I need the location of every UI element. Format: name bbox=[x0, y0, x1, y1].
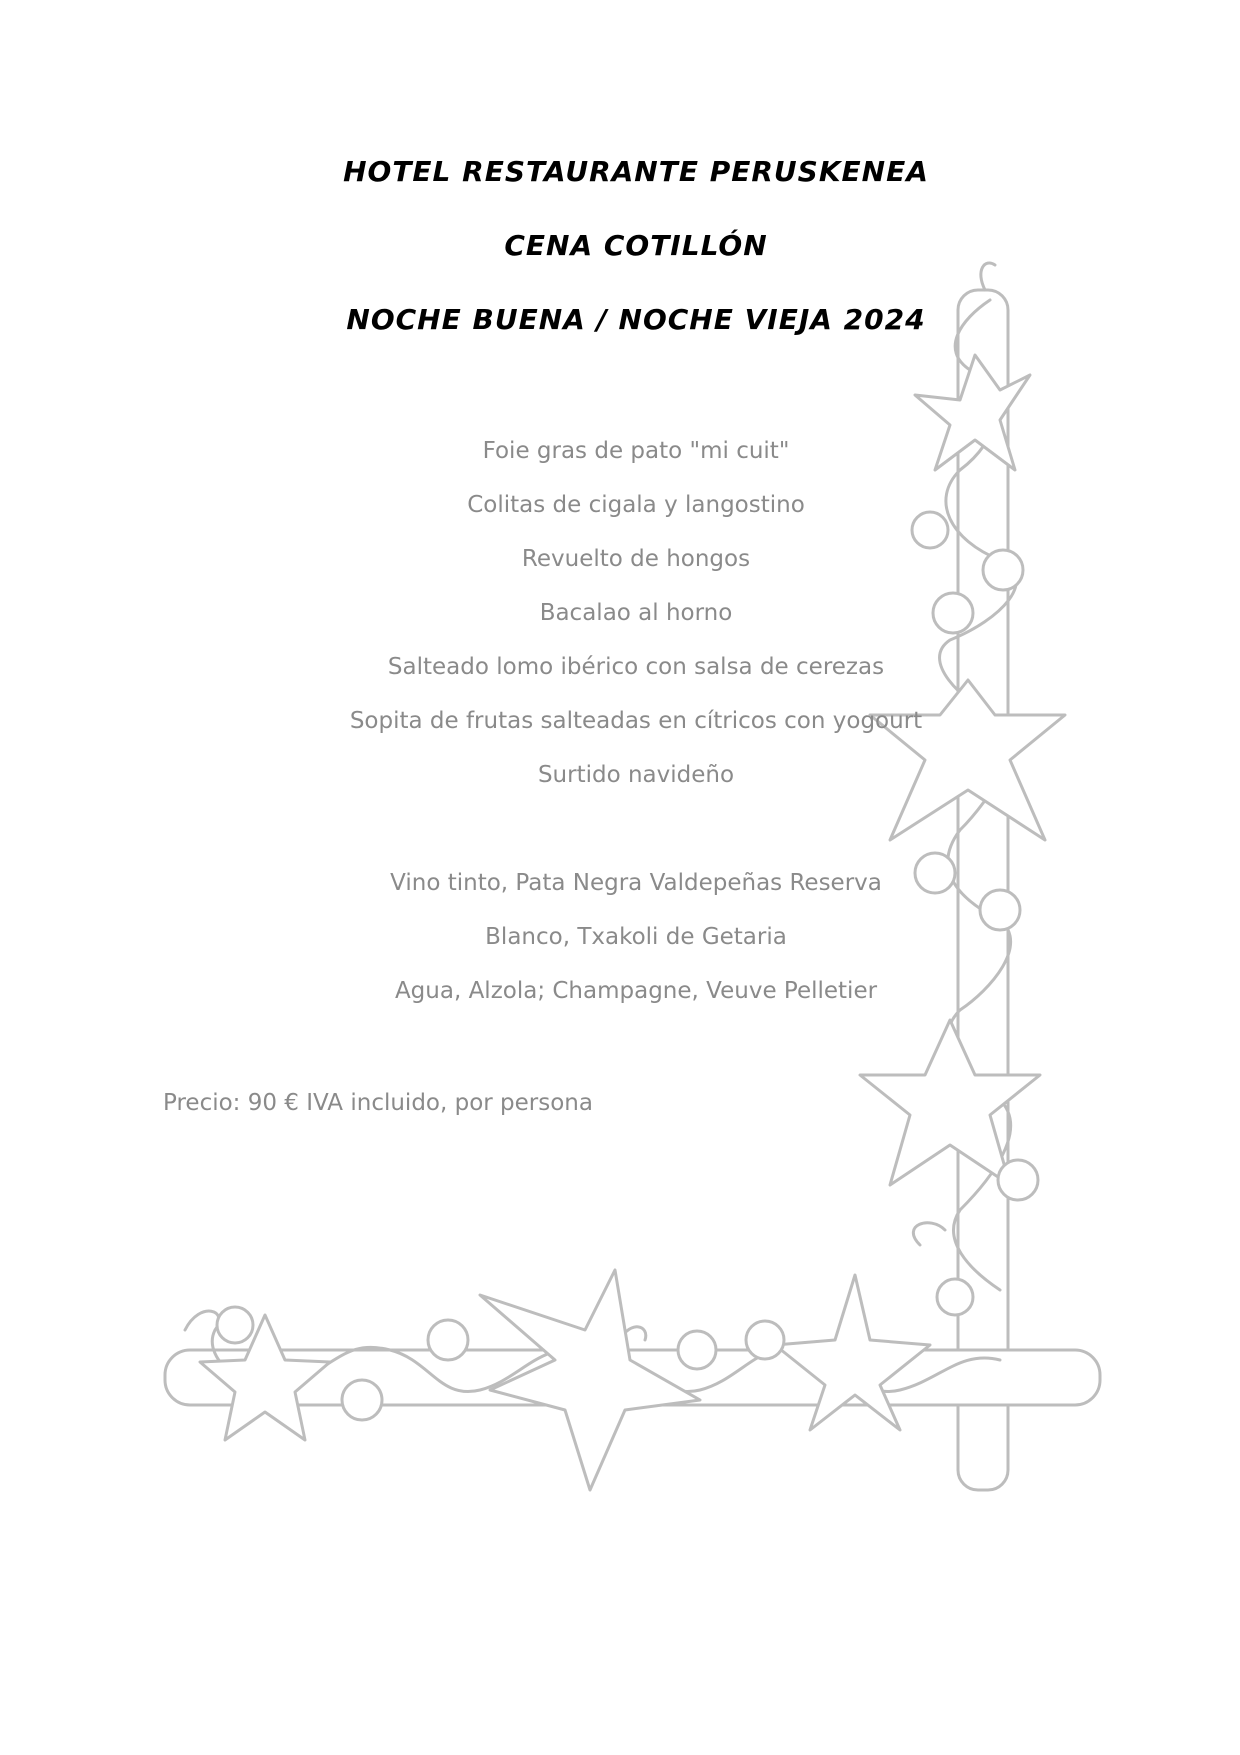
ornament-ball bbox=[428, 1320, 468, 1360]
dish-item: Revuelto de hongos bbox=[521, 546, 751, 572]
star-decoration bbox=[480, 1270, 700, 1490]
dish-item: Colitas de cigala y langostino bbox=[467, 492, 805, 518]
dish-item: Bacalao al horno bbox=[539, 600, 733, 626]
page-title: HOTEL RESTAURANTE PERUSKENEA bbox=[343, 155, 929, 188]
drink-item: Blanco, Txakoli de Getaria bbox=[485, 924, 787, 950]
ornament-ball bbox=[937, 1279, 973, 1315]
branch-tip bbox=[981, 263, 995, 290]
dish-item: Foie gras de pato "mi cuit" bbox=[482, 438, 790, 464]
dish-item: Salteado lomo ibérico con salsa de cerezas bbox=[387, 654, 885, 680]
ornament-ball bbox=[342, 1380, 382, 1420]
ornament-ball bbox=[746, 1321, 784, 1359]
ornament-ball bbox=[217, 1307, 253, 1343]
drink-item: Vino tinto, Pata Negra Valdepeñas Reserva bbox=[390, 870, 882, 896]
vine-curl-2 bbox=[913, 1223, 945, 1245]
ornament-ball bbox=[998, 1160, 1038, 1200]
star-decoration bbox=[775, 1275, 930, 1430]
dish-item: Sopita de frutas salteadas en cítricos con yogourt bbox=[349, 708, 923, 734]
ornament-ball bbox=[678, 1331, 716, 1369]
occasion-heading: NOCHE BUENA / NOCHE VIEJA 2024 bbox=[346, 303, 926, 336]
dish-item: Surtido navideño bbox=[537, 762, 735, 788]
page-subtitle: CENA COTILLÓN bbox=[504, 229, 768, 262]
price-line: Precio: 90 € IVA incluido, por persona bbox=[163, 1090, 593, 1116]
drink-item: Agua, Alzola; Champagne, Veuve Pelletier bbox=[394, 978, 878, 1004]
